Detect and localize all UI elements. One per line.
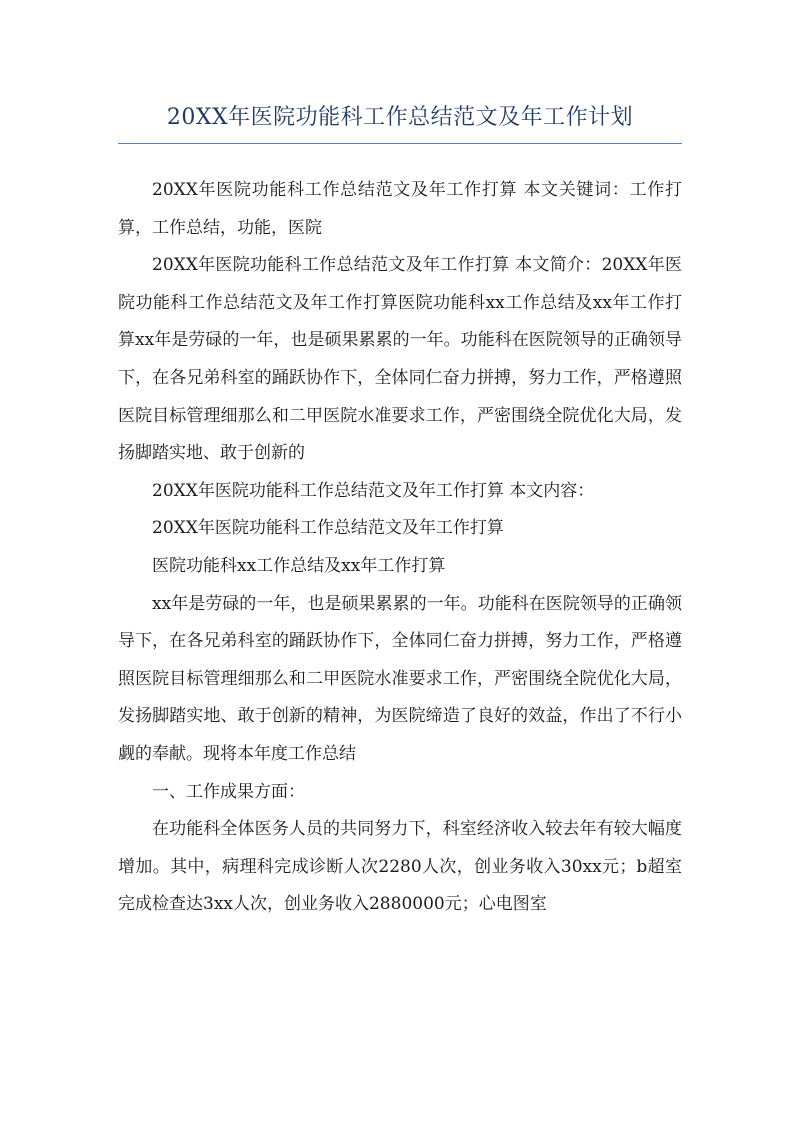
title-underline <box>118 143 682 144</box>
document-title: 20XX年医院功能科工作总结范文及年工作计划 <box>166 105 634 130</box>
document-body <box>118 172 682 924</box>
paragraph-intro: xx年是劳碌的一年，也是硕果累累的一年。功能科在医院领导的正确领导下，在各兄弟科室的踊跃协作下，全体同仁奋力拼搏，努力工作，严格遵照医院目标管理细那么和二甲医院水准要求工作，严密围绕全院优化大局，发扬脚踏实地、敢于创新的精神，为医院缔造了良好的效益，作出了不行小觑的奉献。现将本年度工作总结 <box>118 593 682 764</box>
paragraph-summary: 20XX年医院功能科工作总结范文及年工作打算 本文简介：20XX年医院功能科工作总结范文及年工作打算医院功能科xx工作总结及xx年工作打算xx年是劳碌的一年，也是硕果累累的一年。功能科在医院领导的正确领导下，在各兄弟科室的踊跃协作下，全体同仁奋力拼搏，努力工作，严格遵照医院目标管理细那么和二甲医院水准要求工作，严密围绕全院优化大局，发扬脚踏实地、敢于创新的 <box>118 255 682 464</box>
paragraph-content-label: 20XX年医院功能科工作总结范文及年工作打算 本文内容： <box>152 480 595 501</box>
paragraph-achievements: 在功能科全体医务人员的共同努力下，科室经济收入较去年有较大幅度增加。其中，病理科完成诊断人次2280人次，创业务收入30xx元；b超室完成检查达3xx人次，创业务收入2880000元；心电图室 <box>118 819 682 915</box>
paragraph-subtitle: 20XX年医院功能科工作总结范文及年工作打算 <box>152 518 504 539</box>
section-heading-achievements: 一、工作成果方面： <box>152 781 305 802</box>
paragraph-heading: 医院功能科xx工作总结及xx年工作打算 <box>152 555 446 576</box>
paragraph-keywords: 20XX年医院功能科工作总结范文及年工作打算 本文关键词：工作打算，工作总结，功能，医院 <box>118 180 682 238</box>
